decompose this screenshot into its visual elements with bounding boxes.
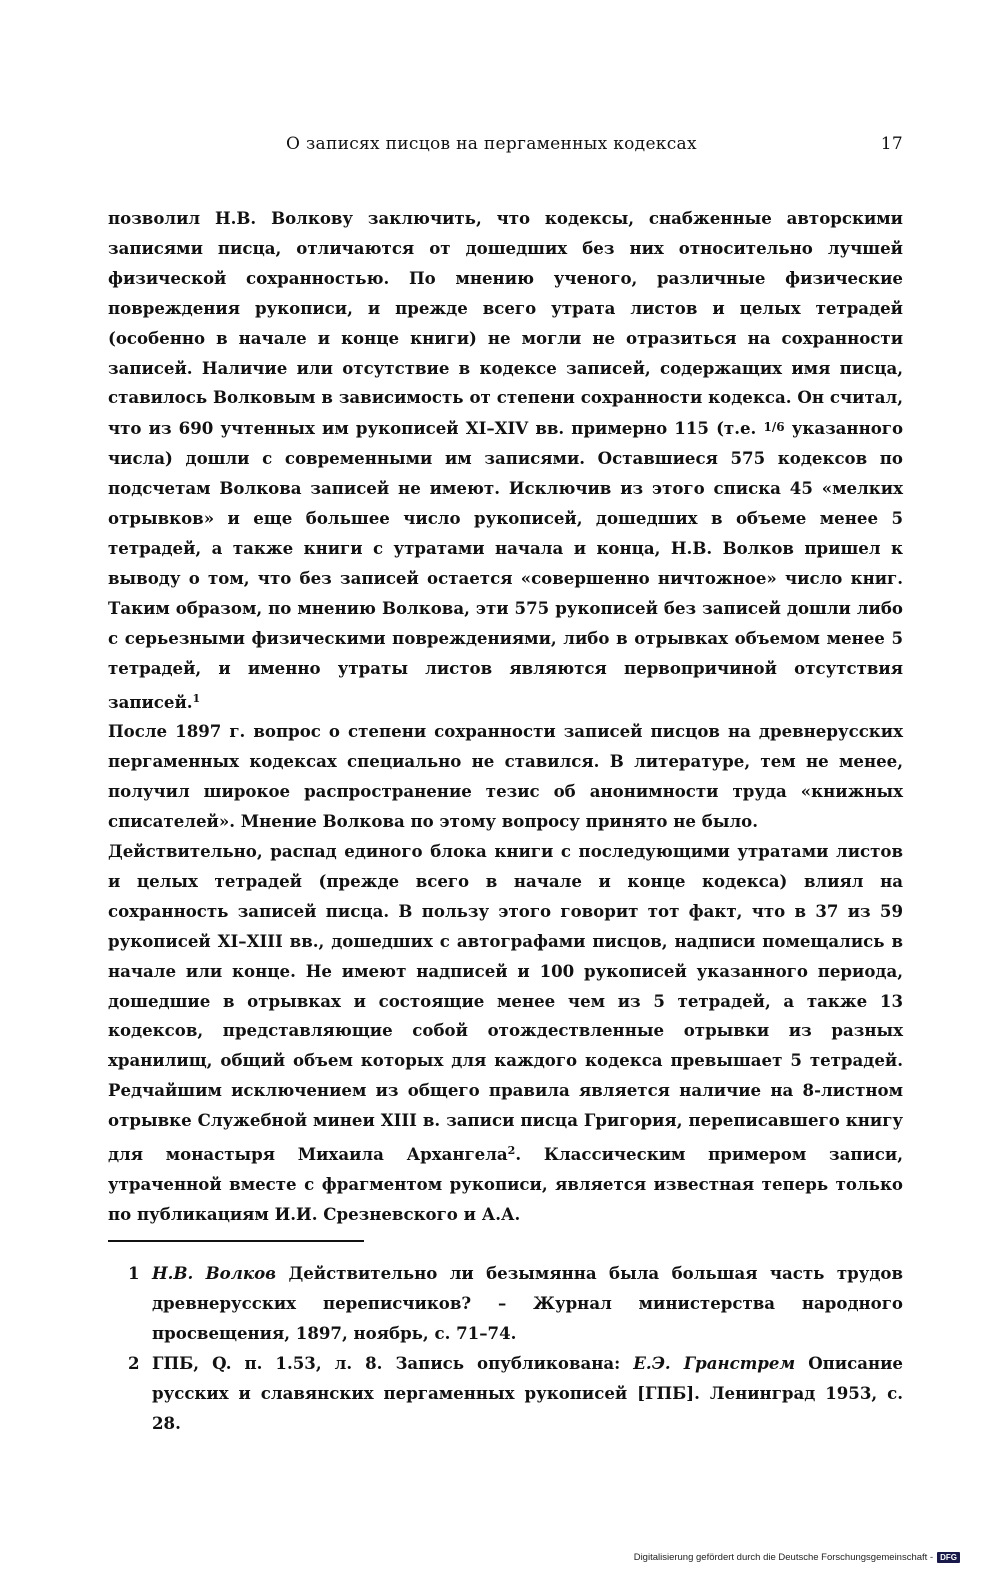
paragraph-1: [108, 204, 903, 717]
paragraph-1-part-a: позволил Н.В. Волкову заключить, что кодексы, снабженные авторскими записями писца, отличаются от дошедших без них относительно лучшей физической сохранностью. По мнению ученого, различные физические повреждения рукописи, и прежде всего утрата листов и целых тетрадей (особенно в начале и конце книги) не могли не отразиться на сохранности записей. Наличие или отсутствие в кодексе записей, содержащих имя писца, ставилось Волковым в зависимость от степени сохранности кодекса. Он считал, что из 690 учтенных им рукописей XI–XIV вв. примерно 115 (т.е.: [108, 208, 903, 439]
main-text: [108, 204, 903, 1230]
paragraph-3-part-a: Действительно, распад единого блока книги с последующими утратами листов и целых тетрадей (прежде всего в начале и конце кодекса) влиял на сохранность записей писца. В пользу этого говорит тот факт, что в 37 из 59 рукописей XI–XIII вв., дошедших с автографами писцов, надписи помещались в начале или конце. Не имеют надписей и 100 рукописей указанного периода, дошедшие в отрывках и состоящие менее чем из 5 тетрадей, а также 13 кодексов, представляющие собой отождествленные отрывки из разных хранилищ, общий объем которых для каждого кодекса превышает 5 тетрадей. Редчайшим исключением из общего правила является наличие на 8-листном отрывке Служебной минеи XIII в. записи писца Григория, переписавшего книгу для монастыря Михаила Архангела: [108, 841, 903, 1165]
footnote-author: Н.В. Волков: [152, 1263, 277, 1283]
footnote-text: Действительно ли безымянна была большая часть трудов древнерусских переписчиков? – Журнал министерства народного просвещения, 1897, ноябрь, с. 71–74.: [152, 1263, 903, 1343]
credit-text: Digitalisierung gefördert durch die Deutsche Forschungsgemeinschaft -: [633, 1552, 934, 1563]
footnote-text: Описание русских и славянских пергаменных рукописей [ГПБ]. Ленинград 1953, с. 28.: [152, 1353, 903, 1433]
footnotes: [108, 1258, 903, 1438]
dfg-logo: DFG: [937, 1552, 960, 1563]
paragraph-2: После 1897 г. вопрос о степени сохранности записей писцов на древнерусских пергаменных кодексах специально не ставился. В литературе, тем не менее, получил широкое распространение тезис об анонимности труда «книжных списателей». Мнение Волкова по этому вопросу принято не было.: [108, 721, 903, 832]
paragraph-3: [108, 837, 903, 1230]
paragraph-3-part-b: . Классическим примером записи, утраченной вместе с фрагментом рукописи, является известная теперь только по публикациям И.И. Срезневского и А.А.: [108, 1144, 903, 1224]
footnote-author: Е.Э. Гранстрем: [633, 1353, 796, 1373]
fraction-one-sixth: 1/6: [763, 420, 785, 435]
footnote-2: [108, 1348, 903, 1438]
page-number: 17: [880, 134, 903, 154]
footnote-ref-2[interactable]: 2: [507, 1144, 516, 1158]
footnote-1: [108, 1258, 903, 1348]
footnote-number: 1: [128, 1263, 140, 1283]
paragraph-1-part-b: указанного числа) дошли с современными им записями. Оставшиеся 575 кодексов по подсчетам Волкова записей не имеют. Исключив из этого списка 45 «мелких отрывков» и еще большее число рукописей, дошедших в объеме менее 5 тетрадей, а также книги с утратами начала и конца, Н.В. Волков пришел к выводу о том, что без записей остается «совершенно ничтожное» число книг. Таким образом, по мнению Волкова, эти 575 рукописей без записей дошли либо с серьезными физическими повреждениями, либо в отрывках объемом менее 5 тетрадей, и именно утраты листов являются первопричиной отсутствия записей.: [108, 418, 904, 712]
footnote-separator: [108, 1240, 364, 1242]
footnote-number: 2: [128, 1353, 140, 1373]
footnote-ref-1[interactable]: 1: [192, 691, 201, 705]
digitization-credit: [634, 1552, 960, 1563]
footnote-prefix: ГПБ, Q. п. 1.53, л. 8. Запись опубликована:: [152, 1353, 634, 1373]
running-title: О записях писцов на пергаменных кодексах: [286, 134, 697, 154]
